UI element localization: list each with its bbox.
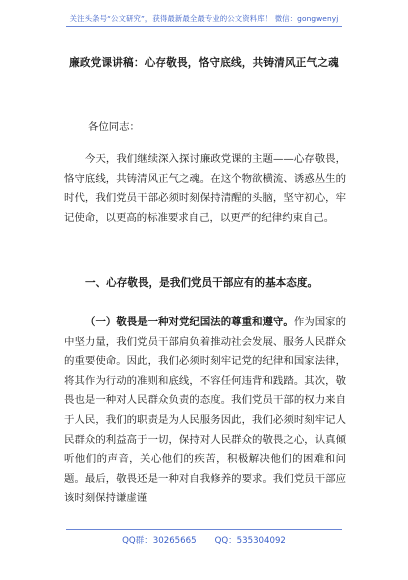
- footer-divider: [66, 529, 342, 530]
- body-text: 作为国家的中坚力量，我们党员干部肩负着推动社会发展、服务人民群众的重要使命。因此，我们必须时刻牢记党的纪律和国家法律，将其作为行动的准则和底线，不容任何违背和践踏。其次，敬畏也是一种对人民群众负责的态度。我们党员干部的权力来自于人民，我们的职责是为人民服务因此，我们必须时刻牢记人民群众的利益高于一切，保持对人民群众的敬畏之心，认真倾听他们的声音，关心他们的疾苦，积极解决他们的困难和问题。最后，敬畏还是一种对自我修养的要求。我们党员干部应该时刻保持谦虚谨: [64, 316, 347, 505]
- subsection-heading-1: （一）敬畏是一种对党纪国法的尊重和遵守。: [85, 316, 294, 328]
- footer-contacts: [0, 534, 408, 546]
- intro-paragraph: 今天，我们继续深入探讨廉政党课的主题——心存敬畏，恪守底线，共铸清风正气之魂。在这个物欲横流、诱惑丛生的时代，我们党员干部必须时刻保持清醒的头脑，坚守初心，牢记使命，以更高的标准要求自己，以更严的纪律约束自己。: [64, 153, 346, 224]
- body-paragraph: [64, 313, 346, 509]
- footer-qq-group: QQ群：30265665: [122, 536, 197, 546]
- header-divider: [66, 26, 342, 27]
- header-promo-note: 关注头条号“公文研究”，获得最新最全最专业的公文资料库！ 微信：gongwenyj: [69, 14, 339, 23]
- salutation: 各位同志：: [88, 121, 140, 133]
- document-title: 廉政党课讲稿：心存敬畏，恪守底线，共铸清风正气之魂: [69, 57, 339, 69]
- footer-qq-number: QQ：535304092: [214, 536, 286, 546]
- section-heading-1: 一、心存敬畏，是我们党员干部应有的基本态度。: [85, 277, 319, 289]
